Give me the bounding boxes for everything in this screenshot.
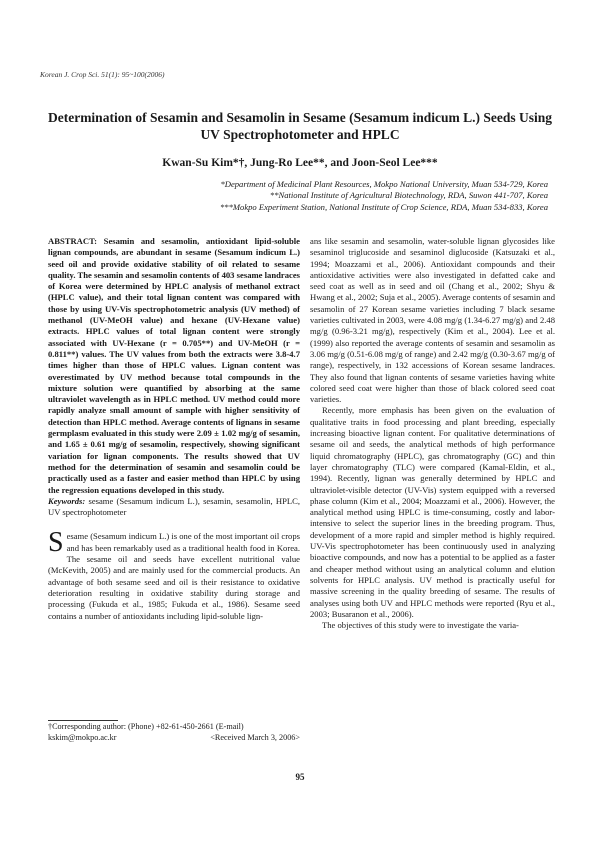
keywords-text: sesame (Sesamum indicum L.), sesamin, sesamolin, HPLC, UV spectrophotometer	[48, 495, 300, 518]
footnote	[48, 722, 300, 743]
left-column	[48, 236, 300, 622]
author-list: Kwan-Su Kim*†, Jung-Ro Lee**, and Joon-Seol Lee***	[162, 157, 438, 169]
intro-paragraph	[48, 527, 300, 621]
page-number: 95	[295, 772, 305, 782]
keywords	[48, 496, 300, 519]
intro-text: esame (Sesamum indicum L.) is one of the most important oil crops and has been remarkably used as a traditional health food in Korea. The sesame oil and seeds have excellent nutritional value (McKevith, 2005) and are mainly used for the commercial products. An advantage of both sesame seed and oil is their resistance to oxidative deterioration resulting in oxidative stability during storage and processing (Fukuda et al., 1985; Fukuda et al., 1986). Sesame seed contains a number of antioxidants including lipid-soluble lign-	[48, 531, 300, 621]
corresponding-author: †Corresponding author: (Phone) +82-61-450-2661 (E-mail) kskim@mokpo.ac.kr	[48, 722, 244, 742]
keywords-label: Keywords:	[48, 495, 86, 506]
affiliations	[220, 179, 548, 213]
abstract: ABSTRACT: Sesamin and sesamolin, antioxidant lipid-soluble lignan compounds, are abundant in sesame (Sesamum indicum L.) seed oil and provide oxidative stability of oil related to sesame quality. The sesamin and sesamolin contents of 403 sesame landraces of Korea were determined by HPLC analysis of methanol extract (HPLC value), and their total lignan content was compared with those by using UV-Vis spectrophotometric analysis (UV method) of methanol (UV-MeOH value) and hexane (UV-Hexane value) extracts. HPLC values of total lignan content were strongly associated with UV-Hexane (r = 0.705**) and UV-MeOH (r = 0.811**) values. The UV values from both the extracts were 3.8-4.7 times higher than those of HPLC values. Lignan content was overestimated by UV method because total compounds in the mixture solution were quantified by absorbing at the same ultraviolet wavelength as in HPLC method. UV method could more rapidly analyze small amount of sample with higher sensitivity of detection than HPLC method. Average contents of lignans in sesame germplasm evaluated in this study were 2.09 ± 1.02 mg/g of sesamin, and 1.65 ± 0.61 mg/g of sesamolin, respectively, showing significant variation for lignan components. The results showed that UV method for the determination of sesamin and sesamolin could be practically used as a faster and easier method than HPLC by using the regression equations developed in this study.	[48, 236, 300, 495]
footnote-rule	[48, 720, 118, 721]
affiliation-2: **National Institute of Agricultural Biotechnology, RDA, Suwon 441-707, Korea	[269, 190, 548, 201]
affiliation-3: ***Mokpo Experiment Station, National Institute of Crop Science, RDA, Muan 534-833, Korea	[219, 201, 548, 212]
journal-citation: Korean J. Crop Sci. 51(1): 95~100(2006)	[40, 70, 165, 79]
drop-cap: S	[48, 527, 64, 559]
right-column	[310, 236, 555, 631]
received-date: <Received March 3, 2006>	[210, 732, 300, 742]
paper-title: Determination of Sesamin and Sesamolin in Sesame (Sesamum indicum L.) Seeds Using UV Spectrophotometer and HPLC	[47, 110, 553, 142]
body-paragraph-2: Recently, more emphasis has been given on the evaluation of qualitative traits in food processing and plant breeding, especially increasing bioactive lignan content. For qualitative determinations of sesame oil and seeds, the analytical methods of high performance liquid chromatography (HPLC), gas chromatography (GC) and thin layer chromatography (TLC) were compared (Kamal-Eldin, et al., 1994). Recently, lignan was generally determined by HPLC and ultraviolet-visible detector (UV-Vis) system equipped with a reversed phase column (Kim et al., 2004; Moazzami et al., 2006). However, the analytical method using HPLC is time-consuming, costly and labor-intensive to select the superior lines in the breeding program. Thus, development of a more rapid and simpler method is highly required. UV-Vis spectrophotometer has been continuously used in analyzing bioactive compounds, and now has a potential to be applied as a faster and cheaper method without using an analytical column and elution solvents for HPLC analysis. UV method is practically useful for massive screening in the quality breeding of sesame. The results of analyses using both UV and HPLC methods were reported (Ryu et al., 2003; Busaranon et al., 2006).	[310, 405, 555, 619]
body-paragraph-1: ans like sesamin and sesamolin, water-soluble lignan glycosides like sesaminol triglucoside and sesaminol diglucoside (Katsuzaki et al., 1994; Moazzami et al., 2006). Antioxidant compounds and their antioxidative activities were also investigated in defatted cake and seed coat as well as in seed and oil (Chang et al., 2002; Shyu & Hwang et al., 2002; Suja et al., 2005). Average contents of sesamin and sesamolin of 27 Korean sesame varieties including 7 black sesame varieties cultivated in 2003, were 4.08 mg/g (1.34-6.27 mg/g) and 2.48 mg/g (0.96-3.21 mg/g), respectively (Kim et al., 2004). Lee et al. (1999) also reported the average contents of sesamin and sesamolin as 3.06 mg/g (0.51-6.08 mg/g of range) and 2.42 mg/g (0.30-3.67 mg/g of range), respectively, in 132 accessions of Korean sesame landraces. They also found that lignan contents of sesame varieties having white colored seed coat were higher than those of black colored seed coat varieties.	[310, 236, 555, 405]
body-paragraph-3: The objectives of this study were to investigate the varia-	[322, 620, 519, 631]
affiliation-1: *Department of Medicinal Plant Resources, Mokpo National University, Muan 534-729, Korea	[220, 179, 548, 189]
